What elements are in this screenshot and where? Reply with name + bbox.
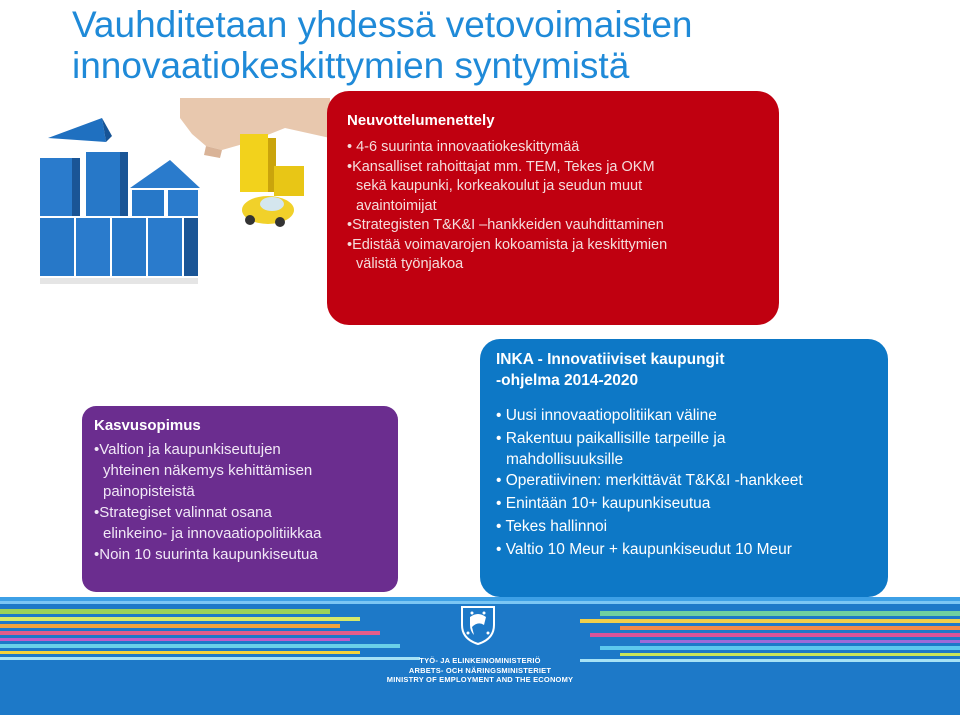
blue-block (40, 158, 72, 216)
list-item: •Edistää voimavarojen kokoamista ja keskittymien (347, 236, 668, 253)
ministry-name (375, 656, 585, 685)
list-item: • Enintään 10+ kaupunkiseutua (496, 495, 711, 512)
inka-list (496, 404, 876, 561)
list-item: •Kansalliset rahoittajat mm. TEM, Tekes ja OKM (347, 158, 655, 175)
title-line-1: Vauhditetaan yhdessä vetovoimaisten (72, 4, 693, 45)
list-item: avaintoimijat (356, 197, 437, 214)
list-item: • Valtio 10 Meur + kaupunkiseudut 10 Meur (496, 541, 792, 558)
list-item: • 4-6 suurinta innovaatiokeskittymää (347, 139, 580, 155)
list-item: painopisteistä (103, 483, 195, 500)
list-item: • Rakentuu paikallisille tarpeille ja (496, 430, 726, 447)
building-blocks-illustration (10, 98, 330, 313)
growth-agreement-list (94, 439, 384, 565)
yellow-block-short (274, 166, 304, 196)
title-line-2: innovaatiokeskittymien syntymistä (72, 45, 630, 86)
list-item: • Operatiivinen: merkittävät T&K&I -hankkeet (496, 472, 803, 489)
list-item: •Valtion ja kaupunkiseutujen (94, 441, 281, 458)
negotiation-heading: Neuvottelumenettely (347, 112, 495, 129)
growth-agreement-box (82, 406, 398, 592)
list-item: sekä kaupunki, korkeakoulut ja seudun muut (356, 178, 643, 194)
inka-heading-line-1: INKA - Innovatiiviset kaupungit (496, 351, 725, 368)
yellow-block-tall (240, 134, 268, 192)
ministry-name-en: MINISTRY OF EMPLOYMENT AND THE ECONOMY (386, 675, 574, 684)
list-item: välistä työnjakoa (356, 256, 464, 272)
page-title (72, 4, 932, 86)
list-item: mahdollisuuksille (506, 451, 624, 468)
ministry-name-sv: ARBETS- OCH NÄRINGSMINISTERIET (408, 665, 552, 675)
ministry-name-fi: TYÖ- JA ELINKEINOMINISTERIÖ (419, 656, 541, 665)
growth-agreement-heading: Kasvusopimus (94, 417, 201, 434)
list-item: •Noin 10 suurinta kaupunkiseutua (94, 546, 318, 563)
list-item: • Uusi innovaatiopolitiikan väline (496, 407, 717, 424)
list-item: yhteinen näkemys kehittämisen (103, 462, 313, 479)
negotiation-procedure-box (327, 91, 779, 325)
inka-programme-box (480, 339, 888, 597)
inka-heading-line-2: -ohjelma 2014-2020 (496, 372, 639, 389)
list-item: • Tekes hallinnoi (496, 518, 608, 535)
list-item: •Strategiset valinnat osana (94, 504, 272, 521)
list-item: •Strategisten T&K&I –hankkeiden vauhdittaminen (347, 217, 664, 233)
negotiation-list (347, 138, 759, 275)
ministry-crest-icon (460, 605, 496, 645)
list-item: elinkeino- ja innovaatiopolitiikkaa (103, 525, 322, 542)
